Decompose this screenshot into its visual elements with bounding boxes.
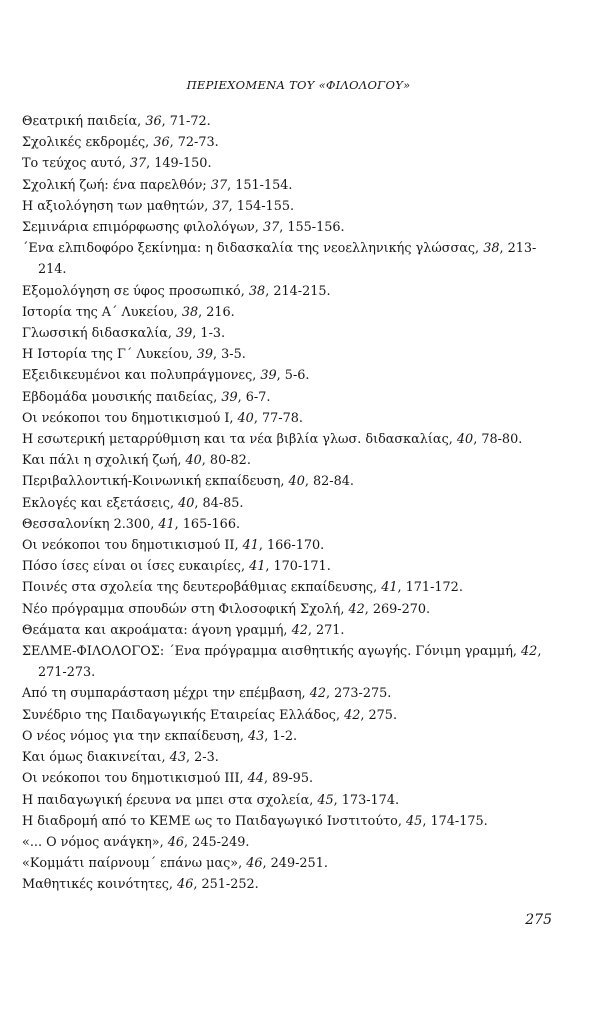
entry-volume: 46 (167, 834, 185, 850)
entry-pages: , 151-154. (227, 177, 293, 193)
entry-volume: 38 (483, 241, 500, 257)
entry-volume: 41 (242, 538, 259, 554)
list-item (22, 535, 558, 556)
list-item (22, 196, 558, 217)
entry-pages: , 174-175. (422, 813, 488, 829)
entry-title: Θεατρική παιδεία, (22, 114, 146, 129)
entry-title: Εξομολόγηση σε ύφος προσωπικό, (22, 283, 249, 299)
entry-title: Περιβαλλοντική-Κοινωνική εκπαίδευση, (22, 474, 289, 490)
entry-pages: , 269-270. (364, 601, 431, 617)
entry-title: Εβδομάδα μουσικής παιδείας, (22, 389, 222, 405)
entry-volume: 42 (344, 707, 361, 723)
list-item (22, 281, 558, 302)
list-item (22, 365, 558, 386)
entry-volume: 41 (158, 516, 175, 532)
entry-pages: , 249-251. (262, 856, 328, 872)
entry-title: Και όμως διακινείται, (22, 750, 170, 766)
entry-title: Από τη συμπαράσταση μέχρι την επέμβαση, (22, 686, 310, 702)
entry-pages: , 214-215. (265, 283, 331, 299)
entry-pages: , 149-150. (146, 156, 212, 172)
list-item (22, 387, 558, 408)
entry-title: Σεμινάρια επιμόρφωσης φιλολόγων, (22, 220, 263, 236)
entry-pages: , 89-95. (263, 771, 314, 787)
running-head: ΠΕΡΙΕΧΟΜΕΝΑ ΤΟΥ «ΦΙΛΟΛΟΓΟΥ» (186, 78, 411, 92)
entry-pages: , 77-78. (253, 410, 303, 426)
entry-title: «... Ο νόμος ανάγκη», (22, 834, 168, 850)
entry-title: Νέο πρόγραμμα σπουδών στη Φιλοσοφική Σχολή, (22, 601, 349, 617)
list-item (22, 726, 558, 747)
entry-title: Η παιδαγωγική έρευνα να μπει στα σχολεία, (22, 792, 318, 808)
entry-title: Εκλογές και εξετάσεις, (22, 495, 179, 511)
entry-title: Οι νεόκοποι του δημοτικισμού ΙΙ, (22, 538, 243, 554)
entry-volume: 42 (309, 686, 326, 702)
entry-pages: , 1-3. (192, 326, 226, 342)
entry-title: Γλωσσική διδασκαλία, (22, 326, 176, 342)
entry-pages: , 5-6. (276, 368, 310, 384)
entry-title: ΄Ενα ελπιδοφόρο ξεκίνημα: η διδασκαλία της νεοελληνικής γλώσσας, (22, 241, 484, 257)
entry-volume: 46 (177, 877, 194, 893)
entry-pages: , 6-7. (237, 389, 271, 405)
entry-volume: 41 (249, 559, 266, 575)
entry-title: Η διαδρομή από το ΚΕΜΕ ως το Παιδαγωγικό Ινστιτούτο, (22, 813, 407, 829)
entry-title: Θεάματα και ακροάματα: άγονη γραμμή, (22, 622, 292, 638)
entry-title: Συνέδριο της Παιδαγωγικής Εταιρείας Ελλάδος, (22, 707, 345, 723)
entry-volume: 37 (210, 177, 228, 193)
entry-pages: , 171-172. (397, 580, 463, 596)
list-item (22, 429, 558, 450)
list-item (22, 175, 558, 196)
entry-pages: , 245-249. (184, 834, 250, 850)
entry-pages: , 155-156. (279, 220, 345, 236)
list-item (22, 217, 558, 238)
entry-volume: 40 (456, 432, 474, 448)
entry-volume: 36 (153, 135, 170, 151)
entry-pages: , 271. (307, 622, 345, 638)
list-item (22, 620, 558, 641)
entry-title: Η αξιολόγηση των μαθητών, (22, 198, 213, 214)
list-item (22, 874, 558, 895)
entry-volume: 40 (237, 410, 254, 426)
entry-volume: 37 (129, 156, 147, 172)
entry-volume: 38 (181, 304, 199, 320)
list-item (22, 238, 558, 280)
entry-volume: 43 (247, 728, 265, 744)
entry-title: Οι νεόκοποι του δημοτικισμού Ι, (22, 410, 238, 426)
list-item (22, 111, 558, 132)
entry-title: Η εσωτερική μεταρρύθμιση και τα νέα βιβλία γλωσ. διδασκαλίας, (22, 432, 457, 448)
entry-pages: , 173-174. (333, 792, 400, 808)
entry-volume: 39 (196, 347, 213, 363)
entry-pages: , 251-252. (193, 877, 259, 893)
list-item (22, 853, 558, 874)
entry-title: ΣΕΛΜΕ-ΦΙΛΟΛΟΓΟΣ: ΄Ενα πρόγραμμα αισθητικής αγωγής. Γόνιμη γραμμή, (22, 644, 522, 660)
entry-pages: , 273-275. (325, 686, 392, 702)
list-item (22, 768, 558, 789)
entry-pages: , 84-85. (194, 495, 244, 511)
list-item (22, 832, 558, 853)
entry-pages: , 3-5. (212, 347, 246, 363)
entry-title: Ο νέος νόμος για την εκπαίδευση, (22, 728, 248, 744)
entry-volume: 44 (247, 771, 264, 787)
list-item (22, 450, 558, 471)
list-item (22, 705, 558, 726)
entry-volume: 38 (248, 283, 266, 299)
entry-pages: , 2-3. (185, 750, 219, 766)
entry-pages: , 71-72. (161, 114, 211, 129)
entry-volume: 42 (291, 622, 308, 638)
entry-title: Θεσσαλονίκη 2.300, (22, 516, 159, 532)
list-item (22, 471, 558, 492)
entry-title: Οι νεόκοποι του δημοτικισμού ΙΙΙ, (22, 771, 248, 787)
entry-title: Και πάλι η σχολική ζωή, (22, 453, 186, 469)
list-item (22, 323, 558, 344)
entry-pages: , 80-82. (201, 453, 251, 469)
entry-pages: , 170-171. (265, 559, 331, 575)
list-item (22, 302, 558, 323)
entry-volume: 40 (288, 474, 305, 490)
entry-title: Το τεύχος αυτό, (22, 156, 130, 172)
entry-volume: 42 (348, 601, 365, 617)
entry-pages: , 213-214. (38, 241, 537, 278)
list-item (22, 556, 558, 577)
entry-volume: 39 (221, 389, 238, 405)
entry-title: Σχολική ζωή: ένα παρελθόν; (22, 177, 211, 193)
entry-title: Ποινές στα σχολεία της δευτεροβάθμιας εκπαίδευσης, (22, 580, 382, 596)
list-item (22, 344, 558, 365)
entry-volume: 45 (406, 813, 423, 829)
entry-title: Η Ιστορία της Γ΄ Λυκείου, (22, 347, 197, 363)
entry-pages: , 72-73. (169, 135, 219, 151)
entry-volume: 41 (381, 580, 398, 596)
entry-volume: 45 (317, 792, 334, 808)
entry-volume: 42 (521, 644, 538, 660)
entry-volume: 37 (212, 198, 229, 214)
entry-pages: , 216. (198, 304, 235, 320)
entry-pages: , 165-166. (174, 516, 241, 532)
entry-pages: , 78-80. (473, 432, 523, 448)
entry-pages: , 271-273. (38, 644, 542, 681)
entry-volume: 39 (176, 326, 193, 342)
list-item (22, 514, 558, 535)
entry-volume: 39 (260, 368, 277, 384)
entry-volume: 36 (145, 114, 162, 129)
entry-volume: 40 (178, 495, 195, 511)
entry-volume: 43 (169, 750, 186, 766)
entry-volume: 46 (246, 856, 263, 872)
contents-list (22, 111, 558, 896)
entry-pages: , 1-2. (264, 728, 298, 744)
entry-pages: , 82-84. (304, 474, 354, 490)
list-item (22, 811, 558, 832)
entry-title: Μαθητικές κοινότητες, (22, 877, 178, 893)
list-item (22, 641, 558, 683)
list-item (22, 599, 558, 620)
list-item (22, 747, 558, 768)
entry-pages: , 275. (360, 707, 398, 723)
list-item (22, 132, 558, 153)
entry-title: Εξειδικευμένοι και πολυπράγμονες, (22, 368, 261, 384)
list-item (22, 577, 558, 598)
entry-title: Πόσο ίσες είναι οι ίσες ευκαιρίες, (22, 559, 250, 575)
list-item (22, 790, 558, 811)
list-item (22, 153, 558, 174)
list-item (22, 683, 558, 704)
entry-volume: 40 (185, 453, 202, 469)
entry-pages: , 154-155. (228, 198, 295, 214)
entry-title: Ιστορία της Α΄ Λυκείου, (22, 304, 182, 320)
list-item (22, 408, 558, 429)
entry-title: Σχολικές εκδρομές, (22, 135, 154, 151)
entry-volume: 37 (262, 220, 280, 236)
page-number: 275 (525, 912, 552, 928)
entry-pages: , 166-170. (258, 538, 325, 554)
entry-title: «Κομμάτι παίρνουμ΄ επάνω μας», (22, 856, 247, 872)
list-item (22, 493, 558, 514)
